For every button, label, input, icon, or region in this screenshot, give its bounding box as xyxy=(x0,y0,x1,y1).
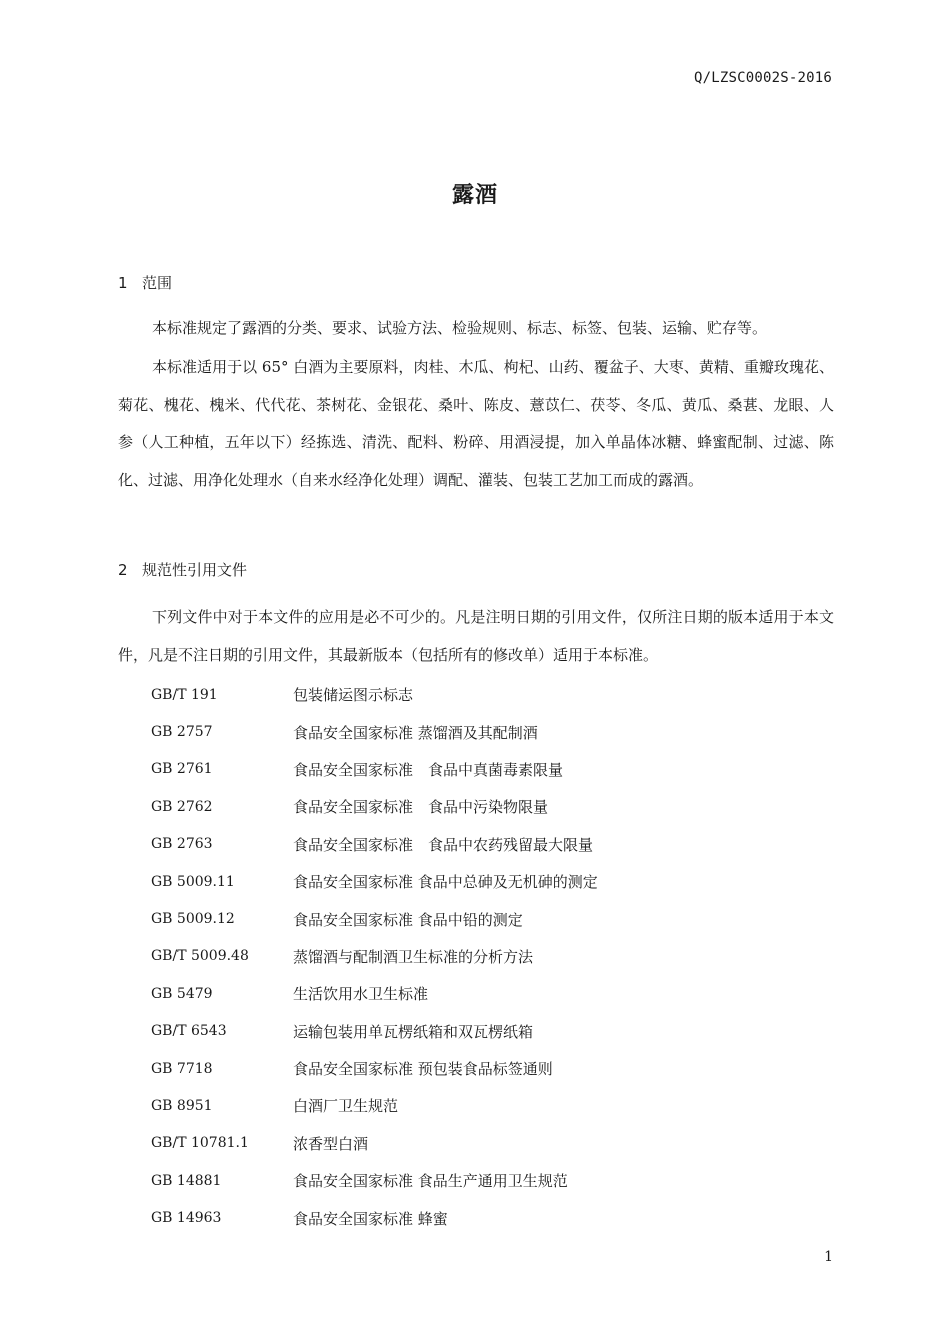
reference-title: 食品安全国家标准 预包装食品标签通则 xyxy=(293,1060,553,1079)
reference-title: 白酒厂卫生规范 xyxy=(293,1097,399,1116)
reference-title: 蒸馏酒与配制酒卫生标准的分析方法 xyxy=(293,947,534,966)
reference-item xyxy=(151,975,598,1012)
reference-item xyxy=(151,1013,598,1050)
reference-code: GB 5009.12 xyxy=(151,911,235,928)
reference-item xyxy=(151,676,598,713)
reference-item xyxy=(151,751,598,788)
reference-code: GB 14963 xyxy=(151,1210,222,1227)
reference-title: 食品安全国家标准 食品中农药残留最大限量 xyxy=(293,835,594,854)
scope-paragraph-2: 本标准适用于以 65° 白酒为主要原料，肉桂、木瓜、枸杞、山药、覆盆子、大枣、黄精、重瓣玫瑰花、菊花、槐花、槐米、代代花、茶树花、金银花、桑叶、陈皮、薏苡仁、茯苓、冬瓜、黄瓜、桑葚、龙眼、人参（人工种植，五年以下）经拣选、清洗、配料、粉碎、用酒浸提，加入单晶体冰糖、蜂蜜配制、过滤、陈化、过滤、用净化处理水（自来水经净化处理）调配、灌装、包装工艺加工而成的露酒。 xyxy=(118,358,834,489)
reference-code: GB 8951 xyxy=(151,1097,213,1114)
references-intro-paragraph: 下列文件中对于本文件的应用是必不可少的。凡是注明日期的引用文件，仅所注日期的版本适用于本文件，凡是不注日期的引用文件，其最新版本（包括所有的修改单）适用于本标准。 xyxy=(118,608,834,664)
reference-item xyxy=(151,713,598,750)
reference-title: 食品安全国家标准 食品中真菌毒素限量 xyxy=(293,760,564,779)
reference-title: 食品安全国家标准 蜂蜜 xyxy=(293,1209,448,1228)
reference-code: GB 2762 xyxy=(151,798,213,815)
reference-item xyxy=(151,863,598,900)
page-title: 露酒 xyxy=(451,183,498,208)
reference-list xyxy=(151,676,598,1237)
reference-item xyxy=(151,826,598,863)
reference-code: GB/T 5009.48 xyxy=(151,948,249,965)
reference-item xyxy=(151,938,598,975)
reference-title: 生活饮用水卫生标准 xyxy=(293,985,429,1004)
scope-paragraph-1: 本标准规定了露酒的分类、要求、试验方法、检验规则、标志、标签、包装、运输、贮存等。 xyxy=(152,319,768,337)
reference-code: GB/T 10781.1 xyxy=(151,1135,249,1152)
section-number: 2 xyxy=(118,561,128,579)
reference-code: GB 2761 xyxy=(151,761,213,778)
reference-item xyxy=(151,1125,598,1162)
section-title: 规范性引用文件 xyxy=(142,561,248,579)
section-heading-scope xyxy=(118,272,172,293)
reference-title: 运输包装用单瓦楞纸箱和双瓦楞纸箱 xyxy=(293,1022,534,1041)
reference-title: 食品安全国家标准 食品中铅的测定 xyxy=(293,910,523,929)
reference-item xyxy=(151,1050,598,1087)
reference-item xyxy=(151,900,598,937)
section-heading-references xyxy=(118,559,247,580)
reference-title: 包装储运图示标志 xyxy=(293,686,414,705)
section-title: 范围 xyxy=(142,274,173,292)
section-number: 1 xyxy=(118,274,128,292)
reference-title: 浓香型白酒 xyxy=(293,1134,369,1153)
reference-title: 食品安全国家标准 蒸馏酒及其配制酒 xyxy=(293,723,538,742)
reference-code: GB 5009.11 xyxy=(151,873,235,890)
reference-code: GB 14881 xyxy=(151,1172,222,1189)
reference-code: GB 2763 xyxy=(151,836,213,853)
reference-code: GB/T 191 xyxy=(151,686,218,703)
reference-title: 食品安全国家标准 食品中总砷及无机砷的测定 xyxy=(293,873,598,892)
reference-code: GB 7718 xyxy=(151,1060,213,1077)
reference-item xyxy=(151,1199,598,1236)
reference-item xyxy=(151,1087,598,1124)
reference-code: GB/T 6543 xyxy=(151,1023,227,1040)
reference-title: 食品安全国家标准 食品中污染物限量 xyxy=(293,798,549,817)
doc-code: Q/LZSC0002S-2016 xyxy=(693,70,832,86)
reference-item xyxy=(151,788,598,825)
reference-title: 食品安全国家标准 食品生产通用卫生规范 xyxy=(293,1172,568,1191)
reference-code: GB 5479 xyxy=(151,985,213,1002)
page-number: 1 xyxy=(824,1249,833,1265)
reference-item xyxy=(151,1162,598,1199)
reference-code: GB 2757 xyxy=(151,724,213,741)
